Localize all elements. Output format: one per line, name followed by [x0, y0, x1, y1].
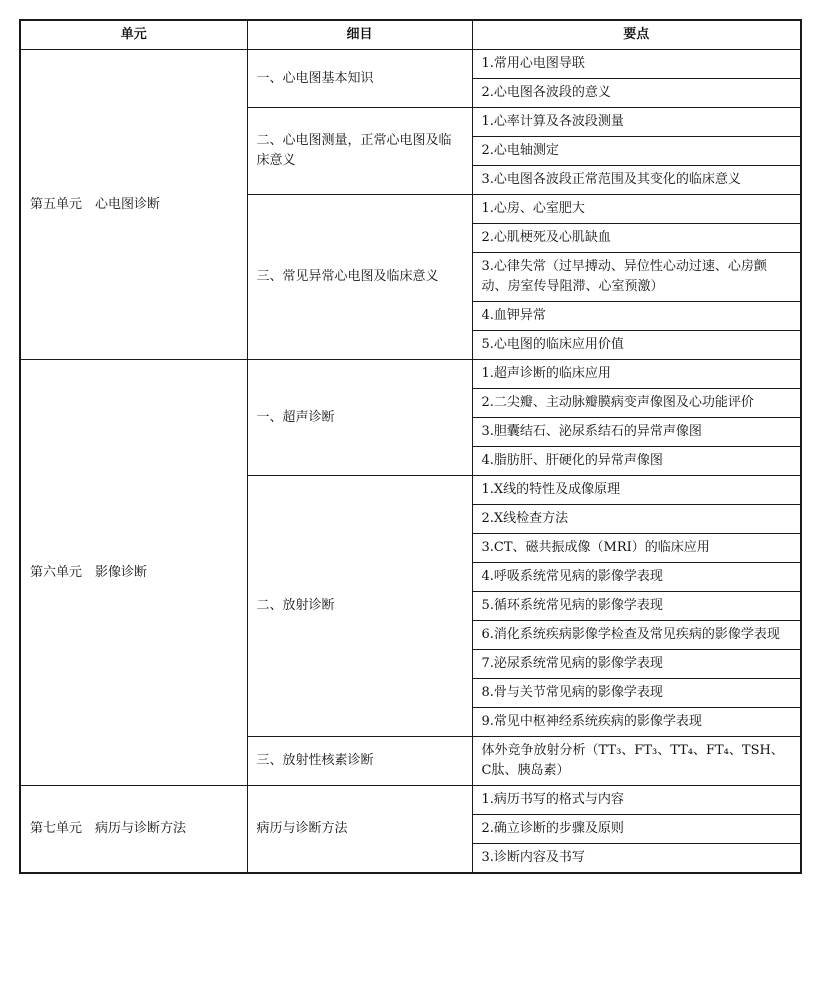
point-cell: 1.X线的特性及成像原理 — [472, 476, 801, 505]
point-cell: 体外竞争放射分析（TT₃、FT₃、TT₄、FT₄、TSH、C肽、胰岛素） — [472, 737, 801, 786]
table-header — [20, 20, 801, 50]
table-row — [20, 50, 801, 79]
point-cell: 4.血钾异常 — [472, 302, 801, 331]
point-cell: 1.心房、心室肥大 — [472, 195, 801, 224]
syllabus-table — [19, 19, 802, 874]
table-row — [20, 786, 801, 815]
header-item: 细目 — [247, 20, 472, 50]
header-key-points: 要点 — [472, 20, 801, 50]
header-unit: 单元 — [20, 20, 247, 50]
point-cell: 5.循环系统常见病的影像学表现 — [472, 592, 801, 621]
section-cell: 病历与诊断方法 — [247, 786, 472, 874]
point-cell: 4.脂肪肝、肝硬化的异常声像图 — [472, 447, 801, 476]
point-cell: 5.心电图的临床应用价值 — [472, 331, 801, 360]
point-cell: 3.CT、磁共振成像（MRI）的临床应用 — [472, 534, 801, 563]
point-cell: 2.X线检查方法 — [472, 505, 801, 534]
point-cell: 2.二尖瓣、主动脉瓣膜病变声像图及心功能评价 — [472, 389, 801, 418]
point-cell: 1.超声诊断的临床应用 — [472, 360, 801, 389]
table-row — [20, 360, 801, 389]
point-cell: 3.心电图各波段正常范围及其变化的临床意义 — [472, 166, 801, 195]
section-cell: 二、放射诊断 — [247, 476, 472, 737]
point-cell: 3.胆囊结石、泌尿系结石的异常声像图 — [472, 418, 801, 447]
point-cell: 4.呼吸系统常见病的影像学表现 — [472, 563, 801, 592]
point-cell: 2.心电轴测定 — [472, 137, 801, 166]
point-cell: 7.泌尿系统常见病的影像学表现 — [472, 650, 801, 679]
point-cell: 3.诊断内容及书写 — [472, 844, 801, 874]
point-cell: 1.常用心电图导联 — [472, 50, 801, 79]
section-cell: 二、心电图测量，正常心电图及临床意义 — [247, 108, 472, 195]
point-cell: 1.心率计算及各波段测量 — [472, 108, 801, 137]
point-cell: 6.消化系统疾病影像学检查及常见疾病的影像学表现 — [472, 621, 801, 650]
unit-cell: 第六单元 影像诊断 — [20, 360, 247, 786]
section-cell: 一、心电图基本知识 — [247, 50, 472, 108]
point-cell: 9.常见中枢神经系统疾病的影像学表现 — [472, 708, 801, 737]
unit-cell: 第七单元 病历与诊断方法 — [20, 786, 247, 874]
section-cell: 一、超声诊断 — [247, 360, 472, 476]
point-cell: 2.心肌梗死及心肌缺血 — [472, 224, 801, 253]
section-cell: 三、常见异常心电图及临床意义 — [247, 195, 472, 360]
point-cell: 2.确立诊断的步骤及原则 — [472, 815, 801, 844]
section-cell: 三、放射性核素诊断 — [247, 737, 472, 786]
unit-cell: 第五单元 心电图诊断 — [20, 50, 247, 360]
table-body — [20, 50, 801, 874]
point-cell: 8.骨与关节常见病的影像学表现 — [472, 679, 801, 708]
point-cell: 1.病历书写的格式与内容 — [472, 786, 801, 815]
point-cell: 3.心律失常（过早搏动、异位性心动过速、心房颤动、房室传导阻滞、心室预激） — [472, 253, 801, 302]
point-cell: 2.心电图各波段的意义 — [472, 79, 801, 108]
